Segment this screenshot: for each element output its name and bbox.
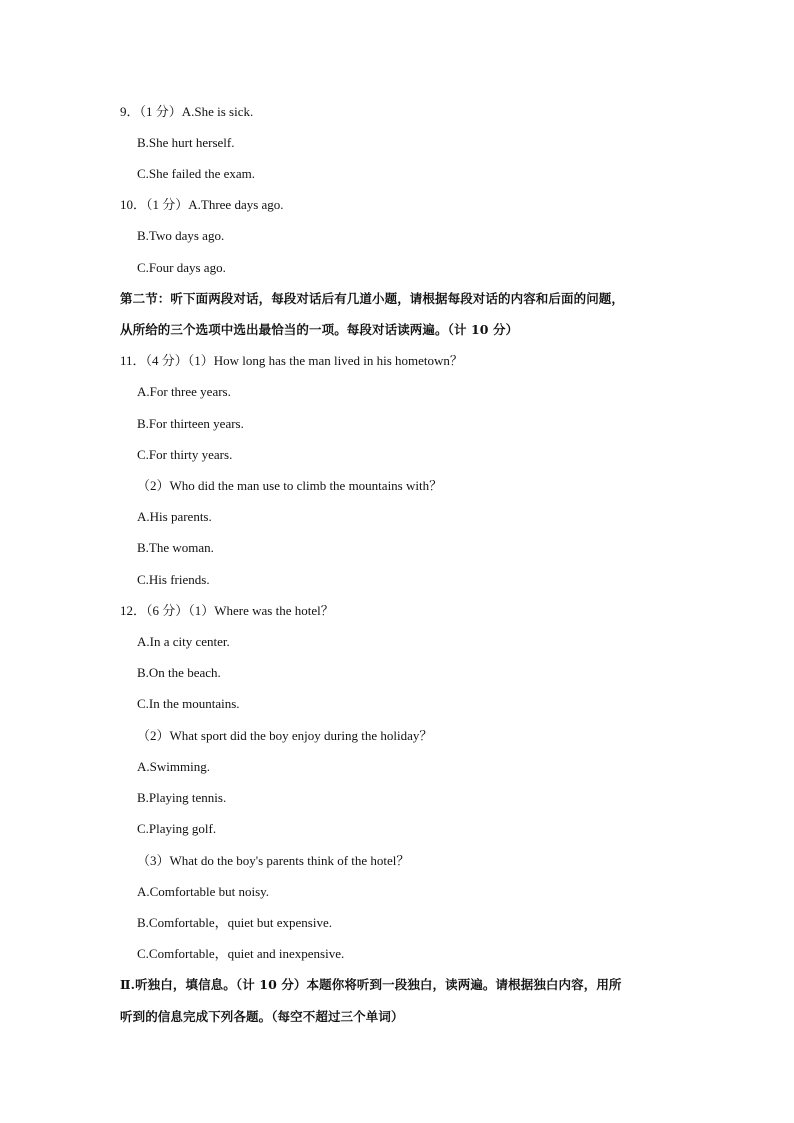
- question-12-part-2: （2）What sport did the boy enjoy during the holiday？: [137, 728, 433, 743]
- part-2-instruction-line-1: Ⅱ.听独白，填信息。（计 10 分）本题你将听到一段独白，读两遍。请根据独白内容，用所: [120, 977, 622, 992]
- question-9-option-b: B.She hurt herself.: [137, 135, 235, 150]
- part-2-instruction-line-2: 听到的信息完成下列各题。（每空不超过三个单词）: [120, 1009, 404, 1024]
- question-12-3-option-a: A.Comfortable but noisy.: [137, 884, 270, 899]
- question-12-2-option-c: C.Playing golf.: [137, 821, 217, 836]
- question-11-1-option-b: B.For thirteen years.: [137, 416, 244, 431]
- question-10-option-a: 10．（1 分）A.Three days ago.: [120, 197, 284, 212]
- question-11-2-option-a: A.His parents.: [137, 509, 212, 524]
- question-12-1-option-c: C.In the mountains.: [137, 696, 240, 711]
- question-11-1-option-c: C.For thirty years.: [137, 447, 233, 462]
- question-10-option-b: B.Two days ago.: [137, 228, 225, 243]
- question-9-option-c: C.She failed the exam.: [137, 166, 256, 181]
- question-12-1-option-a: A.In a city center.: [137, 634, 230, 649]
- question-12-2-option-b: B.Playing tennis.: [137, 790, 227, 805]
- section-2-instruction-line-2: 从所给的三个选项中选出最恰当的一项。每段对话读两遍。（计 10 分）: [120, 322, 519, 337]
- question-9-option-a: 9．（1 分）A.She is sick.: [120, 104, 254, 119]
- question-10-option-c: C.Four days ago.: [137, 260, 226, 275]
- question-11-part-2: （2）Who did the man use to climb the mountains with？: [137, 478, 443, 493]
- question-12-2-option-a: A.Swimming.: [137, 759, 210, 774]
- question-12-1-option-b: B.On the beach.: [137, 665, 221, 680]
- question-12-3-option-b: B.Comfortable，quiet but expensive.: [137, 915, 332, 930]
- question-12-part-3: （3）What do the boy's parents think of the hotel？: [137, 853, 410, 868]
- question-11-part-1: 11．（4 分）（1）How long has the man lived in his hometown？: [120, 353, 463, 368]
- question-12-part-1: 12．（6 分）（1）Where was the hotel？: [120, 603, 334, 618]
- question-11-1-option-a: A.For three years.: [137, 384, 231, 399]
- section-2-instruction-line-1: 第二节：听下面两段对话，每段对话后有几道小题，请根据每段对话的内容和后面的问题，: [120, 291, 625, 306]
- question-11-2-option-c: C.His friends.: [137, 572, 210, 587]
- question-12-3-option-c: C.Comfortable，quiet and inexpensive.: [137, 946, 345, 961]
- question-11-2-option-b: B.The woman.: [137, 540, 214, 555]
